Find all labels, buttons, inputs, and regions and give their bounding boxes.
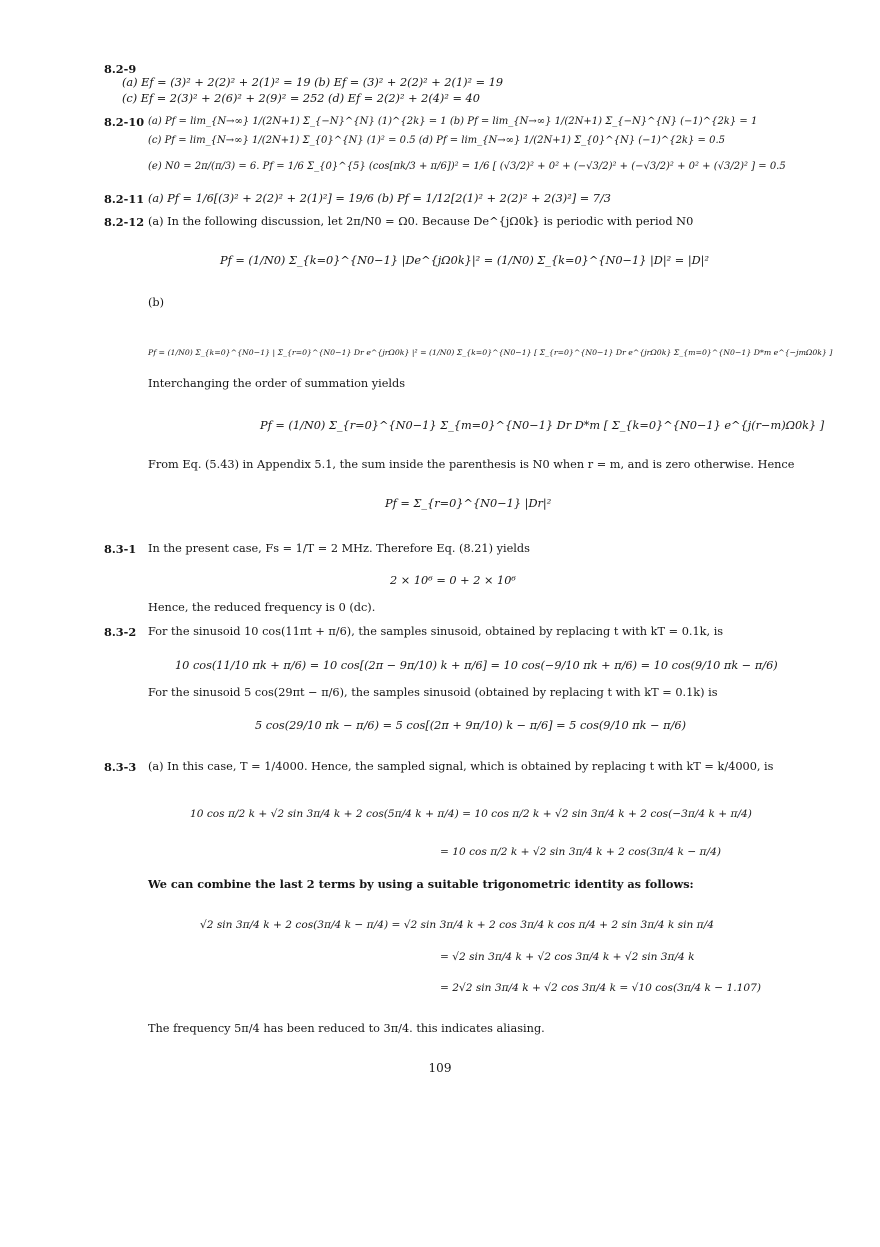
- problem-id: 8.3-2: [104, 625, 137, 639]
- display-equation: √2 sin 3π/4 k + 2 cos(3π/4 k − π/4) = √2 sin 3π/4 k + 2 cos 3π/4 k cos π/4 + 2 sin 3π/4 k sin π/4: [200, 919, 714, 931]
- display-equation: 2 × 10⁶ = 0 + 2 × 10⁶: [390, 574, 516, 587]
- display-equation: = 10 cos π/2 k + √2 sin 3π/4 k + 2 cos(3π/4 k − π/4): [440, 846, 721, 858]
- problem-id: 8.3-1: [104, 542, 137, 556]
- problem-id: 8.2-10: [104, 115, 145, 129]
- problem-id: 8.3-3: [104, 760, 137, 774]
- equation-line: (a) Pf = lim_{N→∞} 1/(2N+1) Σ_{−N}^{N} (1)^{2k} = 1 (b) Pf = lim_{N→∞} 1/(2N+1) Σ_{−N}^{N} (−1)^{2k} = 1: [148, 116, 758, 127]
- text-line: (a) In this case, T = 1/4000. Hence, the sampled signal, which is obtained by replacing t with kT = k/4000, is: [148, 760, 774, 773]
- text-line: In the present case, Fs = 1/T = 2 MHz. Therefore Eq. (8.21) yields: [148, 542, 530, 555]
- text-line: Interchanging the order of summation yields: [148, 377, 406, 390]
- equation-line: (c) Ef = 2(3)² + 2(6)² + 2(9)² = 252 (d) Ef = 2(2)² + 2(4)² = 40: [122, 92, 480, 105]
- text-line: Hence, the reduced frequency is 0 (dc).: [148, 601, 376, 614]
- display-equation: Pf = (1/N0) Σ_{k=0}^{N0−1} |De^{jΩ0k}|² = (1/N0) Σ_{k=0}^{N0−1} |D|² = |D|²: [220, 254, 710, 267]
- display-equation: Pf = (1/N0) Σ_{r=0}^{N0−1} Σ_{m=0}^{N0−1} Dr D*m [ Σ_{k=0}^{N0−1} e^{j(r−m)Ω0k} ]: [260, 419, 825, 432]
- display-equation: 10 cos π/2 k + √2 sin 3π/4 k + 2 cos(5π/4 k + π/4) = 10 cos π/2 k + √2 sin 3π/4 k + 2 cos(−3π/4 k + π/4): [190, 808, 752, 820]
- equation-line: (a) Ef = (3)² + 2(2)² + 2(1)² = 19 (b) Ef = (3)² + 2(2)² + 2(1)² = 19: [122, 76, 504, 89]
- text-line: The frequency 5π/4 has been reduced to 3π/4. this indicates aliasing.: [148, 1022, 545, 1035]
- equation-line: (e) N0 = 2π/(π/3) = 6. Pf = 1/6 Σ_{0}^{5} (cos[πk/3 + π/6])² = 1/6 [ (√3/2)² + 0² + (−√3/2)² + (−√3/2)² + 0² + (√3/2)² ] = 0.5: [148, 161, 786, 172]
- equation-line: (a) Pf = 1/6[(3)² + 2(2)² + 2(1)²] = 19/6 (b) Pf = 1/12[2(1)² + 2(2)² + 2(3)²] = 7/3: [148, 192, 611, 205]
- display-equation: Pf = (1/N0) Σ_{k=0}^{N0−1} | Σ_{r=0}^{N0−1} Dr e^{jrΩ0k} |² = (1/N0) Σ_{k=0}^{N0−1} [ Σ_{r=0}^{N0−1} Dr e^{jrΩ0k} Σ_{m=0}^{N0−1} D*m e^{−jmΩ0k} ]: [148, 348, 833, 357]
- text-line: (a) In the following discussion, let 2π/N0 = Ω0. Because De^{jΩ0k} is periodic with period N0: [148, 215, 694, 228]
- equation-line: (c) Pf = lim_{N→∞} 1/(2N+1) Σ_{0}^{N} (1)² = 0.5 (d) Pf = lim_{N→∞} 1/(2N+1) Σ_{0}^{N} (−1)^{2k} = 0.5: [148, 135, 725, 146]
- display-equation: Pf = Σ_{r=0}^{N0−1} |Dr|²: [385, 497, 552, 510]
- display-equation: 5 cos(29/10 πk − π/6) = 5 cos[(2π + 9π/10) k − π/6] = 5 cos(9/10 πk − π/6): [255, 719, 686, 732]
- text-line: For the sinusoid 5 cos(29πt − π/6), the samples sinusoid (obtained by replacing t with kT = 0.1k) is: [148, 686, 718, 699]
- problem-id: 8.2-12: [104, 215, 145, 229]
- text-line: From Eq. (5.43) in Appendix 5.1, the sum inside the parenthesis is N0 when r = m, and is zero otherwise. Hence: [148, 458, 795, 471]
- page-number: 109: [428, 1061, 452, 1075]
- text-line: For the sinusoid 10 cos(11πt + π/6), the samples sinusoid, obtained by replacing t with kT = 0.1k, is: [148, 625, 724, 638]
- display-equation: = 2√2 sin 3π/4 k + √2 cos 3π/4 k = √10 cos(3π/4 k − 1.107): [440, 982, 761, 994]
- part-label: (b): [148, 296, 165, 309]
- display-equation: = √2 sin 3π/4 k + √2 cos 3π/4 k + √2 sin 3π/4 k: [440, 951, 695, 963]
- problem-id: 8.2-9: [104, 62, 137, 76]
- display-equation: 10 cos(11/10 πk + π/6) = 10 cos[(2π − 9π/10) k + π/6] = 10 cos(−9/10 πk + π/6) = 10 cos(9/10 πk − π/6): [175, 659, 778, 672]
- text-line: We can combine the last 2 terms by using a suitable trigonometric identity as follows:: [148, 877, 694, 891]
- problem-id: 8.2-11: [104, 192, 145, 206]
